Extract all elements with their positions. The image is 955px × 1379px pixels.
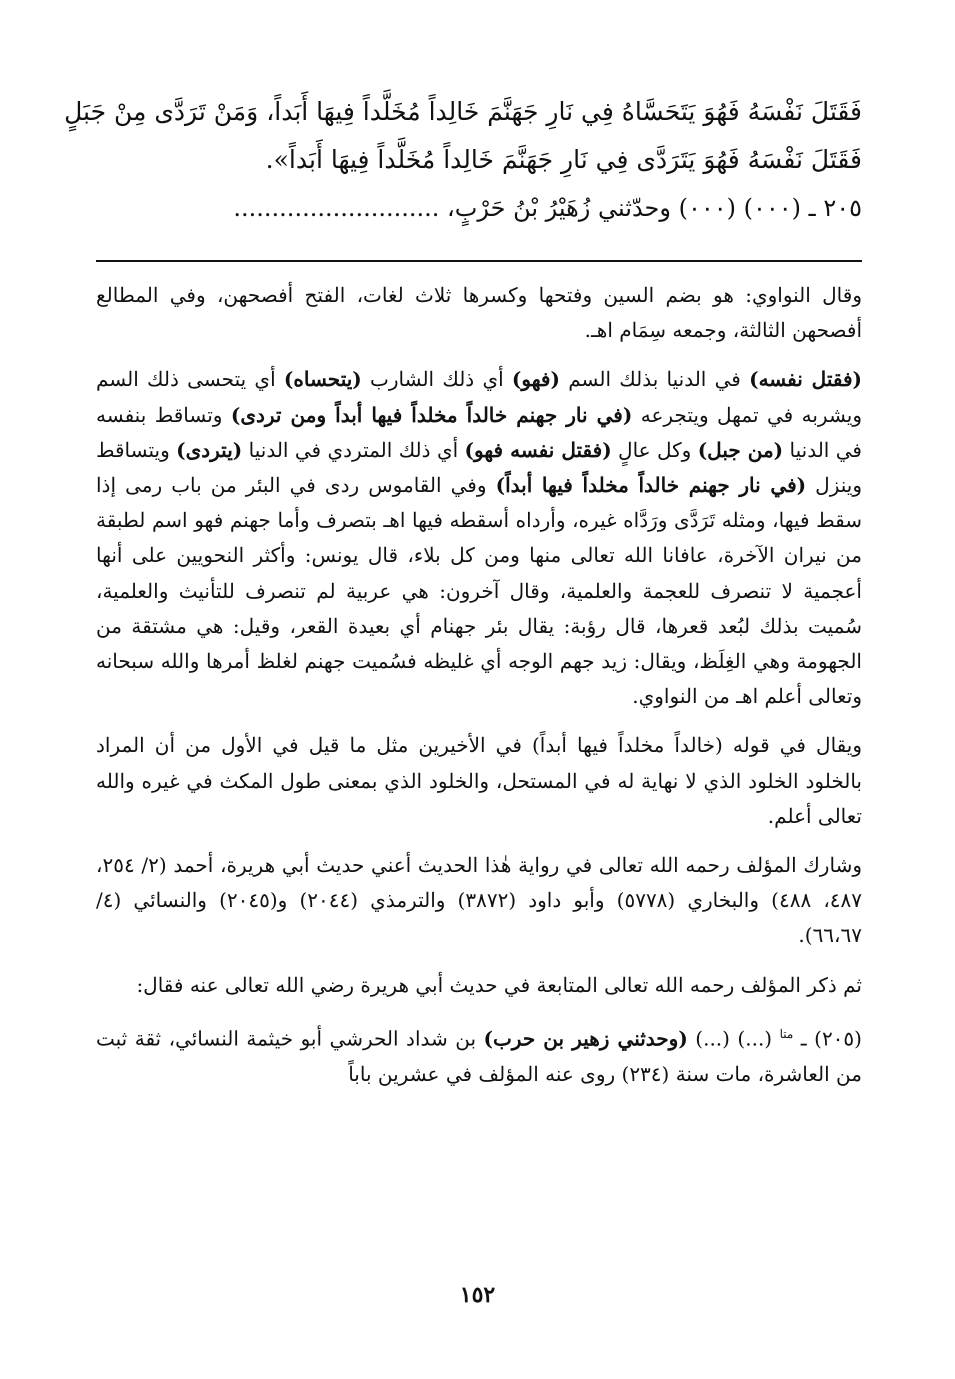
commentary-paragraph-2 xyxy=(96,362,862,714)
page-number: ١٥٢ xyxy=(459,1282,496,1308)
text-segment: (٢٠٥) ـ xyxy=(793,1026,862,1051)
text-segment: وقال النواوي: هو بضم السين وفتحها وكسرها ثلاث لغات، الفتح أفصحهن، وفي المطالع أفصحهن الثالثة، وجمعه سِمَام اهـ. xyxy=(96,283,862,343)
commentary-paragraph-4 xyxy=(96,848,862,954)
text-segment: أي ذلك المتردي في الدنيا xyxy=(242,437,465,462)
text-segment: وشارك المؤلف رحمه الله تعالى في رواية هٰذا الحديث أعني حديث أبي هريرة، أحمد (٢/ ٢٥٤، ٤٨٧، ٤٨٨) والبخاري (٥٧٧٨) وأبو داود (٣٨٧٢) والترمذي (٢٠٤٤) و(٢٠٤٥) والنسائي (٤/ ٦٦،٦٧). xyxy=(96,853,863,948)
hadith-ellipsis: ........................... xyxy=(233,194,440,222)
text-segment: وكل عالٍ xyxy=(611,437,698,462)
commentary-paragraph-6 xyxy=(96,1017,862,1092)
commentary-paragraph-1 xyxy=(96,278,862,348)
text-segment: (...) (...) xyxy=(687,1026,780,1051)
text-segment: ويتساقط وينزل xyxy=(96,437,863,498)
bold-quote-segment: (فهو) xyxy=(511,367,560,392)
text-segment: أي يتحسى ذلك السم ويشربه في تمهل ويتجرعه xyxy=(96,367,863,427)
text-segment: ثم ذكر المؤلف رحمه الله تعالى المتابعة في حديث أبي هريرة رضي الله تعالى عنه فقال: xyxy=(136,972,862,997)
bold-quote-segment: (في نار جهنم خالداً مخلداً فيها أبداً) xyxy=(495,473,807,498)
footnote-divider xyxy=(96,260,862,262)
hadith-line-3 xyxy=(96,184,862,232)
text-segment: أي ذلك الشارب xyxy=(361,367,512,392)
text-segment: وفي القاموس ردى في البئر من باب رمى إذا سقط فيها، ومثله تَرَدَّى ورَدَّاه غيره، وأرداه أسقطه فيها اهـ بتصرف وأما جهنم فهو اسم لطبقة من نيران الآخرة، عافانا الله تعالى منها ومن كل بلاء، قال يونس: وأكثر النحويين على أنها أعجمية لا تنصرف للعجمة والعلمية، وقال آخرون: هي عربية لم تنصرف للتأنيث والعلمية، سُميت بذلك لبُعد قعرها، قال رؤبة: يقال بئر جهنام أي بعيدة القعر، وقيل: هي مشتقة من الجهومة وهي الغِلَظ، ويقال: زيد جهم الوجه أي غليظه فسُميت جهنم لغلظ أمرها والله سبحانه وتعالى أعلم اهـ من النواوي. xyxy=(96,473,862,709)
commentary-paragraph-3 xyxy=(96,728,862,834)
bold-quote-segment: (في نار جهنم خالداً مخلداً فيها أبداً ومن تردى) xyxy=(230,402,633,427)
hadith-line-2: فَقَتَلَ نَفْسَهُ فَهُوَ يَتَرَدَّى فِي نَارِ جَهَنَّمَ خَالِداً مُخَلَّداً فِيهَا أَبَداً». xyxy=(265,145,862,174)
text-segment: متا xyxy=(779,1026,794,1041)
bold-quote-segment: (يتحساه) xyxy=(283,367,362,392)
hadith-line-1: فَقَتَلَ نَفْسَهُ فَهُوَ يَتَحَسَّاهُ فِي نَارِ جَهَنَّمَ خَالِداً مُخَلَّداً فِيهَا أَبَداً، وَمَنْ تَرَدَّى مِنْ جَبَلٍ xyxy=(64,97,862,126)
bold-quote-segment: (فقتل نفسه) xyxy=(749,367,862,392)
hadith-number-chain: ٢٠٥ ـ (٠٠٠) (٠٠٠) وحدّثني زُهَيْرُ بْنُ حَرْبٍ، xyxy=(447,194,862,222)
text-segment: ويقال في قوله (خالداً مخلداً فيها أبداً) في الأخيرين مثل ما قيل في الأول من أن المراد بالخلود الخلود الذي لا نهاية له في المستحل، والخلود الذي بمعنى طول المكث في غيره والله تعالى أعلم. xyxy=(96,733,862,828)
commentary-paragraph-5 xyxy=(96,968,862,1003)
hadith-text xyxy=(64,88,862,232)
text-segment: وتساقط بنفسه في الدنيا xyxy=(96,402,862,462)
bold-quote-segment: (وحدثني زهير بن حرب) xyxy=(483,1026,688,1051)
bold-quote-segment: (فقتل نفسه فهو) xyxy=(464,437,612,462)
bold-quote-segment: (من جبل) xyxy=(697,437,784,462)
text-segment: في الدنيا بذلك السم xyxy=(559,367,750,392)
text-segment: بن شداد الحرشي أبو خيثمة النسائي، ثقة ثبت من العاشرة، مات سنة (٢٣٤) روى عنه المؤلف في عشرين باباً xyxy=(96,1026,862,1086)
commentary xyxy=(96,278,862,1106)
bold-quote-segment: (يتردى) xyxy=(176,437,243,462)
